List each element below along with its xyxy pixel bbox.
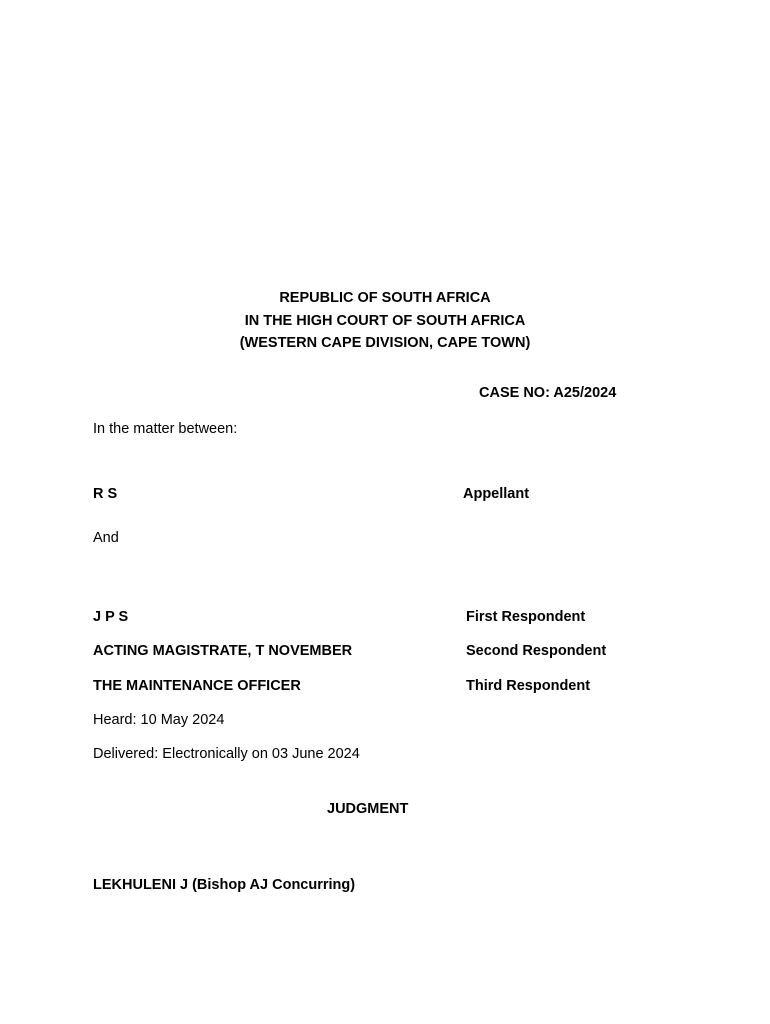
heard-date: Heard: 10 May 2024	[93, 712, 225, 728]
first-respondent-role: First Respondent	[466, 609, 586, 625]
third-respondent-name: THE MAINTENANCE OFFICER	[93, 678, 301, 694]
conjunction-and: And	[93, 530, 119, 546]
header-division: (WESTERN CAPE DIVISION, CAPE TOWN)	[239, 335, 531, 351]
judgment-title: JUDGMENT	[327, 801, 409, 817]
delivered-date: Delivered: Electronically on 03 June 2024	[93, 746, 360, 762]
appellant-name: R S	[93, 486, 118, 502]
header-republic: REPUBLIC OF SOUTH AFRICA	[279, 290, 491, 306]
second-respondent-role: Second Respondent	[466, 643, 607, 659]
appellant-role: Appellant	[463, 486, 530, 502]
case-number: CASE NO: A25/2024	[479, 385, 617, 401]
second-respondent-name: ACTING MAGISTRATE, T NOVEMBER	[93, 643, 353, 659]
header-court: IN THE HIGH COURT OF SOUTH AFRICA	[244, 313, 526, 329]
judge-line: LEKHULENI J (Bishop AJ Concurring)	[93, 877, 356, 893]
first-respondent-name: J P S	[93, 609, 129, 625]
third-respondent-role: Third Respondent	[466, 678, 591, 694]
matter-intro: In the matter between:	[93, 421, 238, 437]
